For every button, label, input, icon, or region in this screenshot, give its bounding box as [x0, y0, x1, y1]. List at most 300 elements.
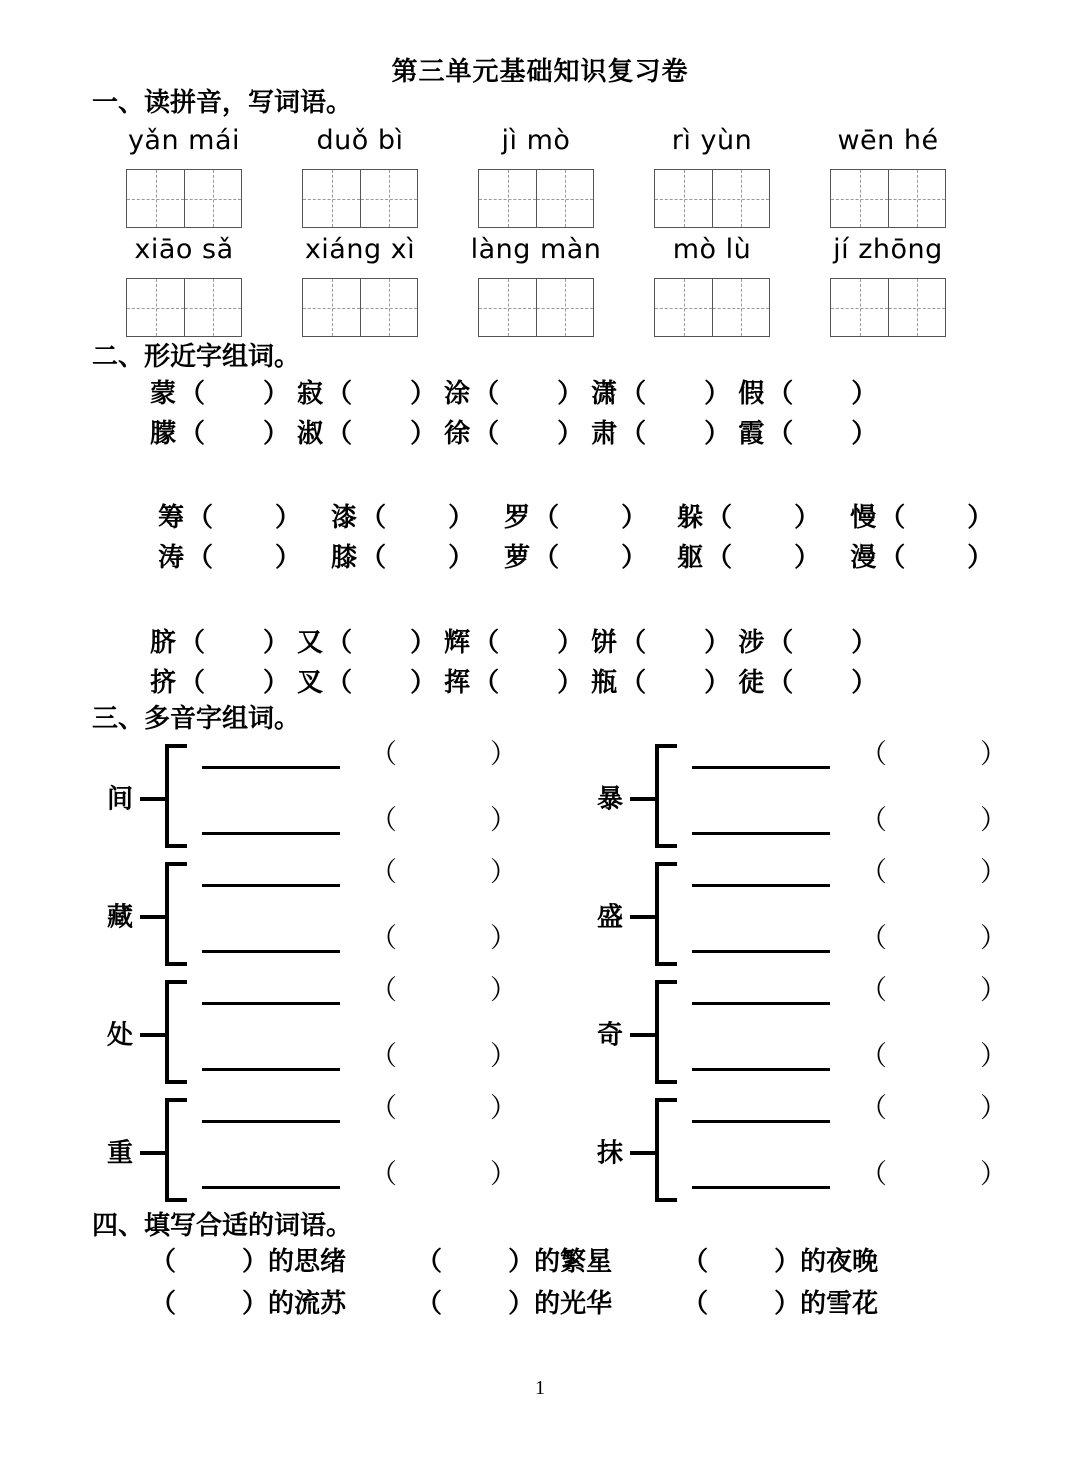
character-answer-pair	[444, 663, 583, 703]
tianzige-wrap	[96, 278, 272, 337]
tianzige-wrap	[272, 169, 448, 228]
paren-open: （	[416, 1288, 443, 1319]
polyphone-character: 奇	[597, 1020, 624, 1051]
prompt-character: 膝	[331, 543, 359, 574]
answer-blank[interactable]	[559, 538, 621, 578]
answer-blank[interactable]	[442, 1242, 508, 1284]
paren-open: （	[682, 1247, 709, 1278]
answer-blank[interactable]	[176, 1284, 242, 1326]
tianzige-wrap	[800, 169, 976, 228]
pinyin-write-line[interactable]	[692, 832, 830, 835]
paren-open: （	[187, 503, 214, 534]
pinyin-write-line[interactable]	[692, 1002, 830, 1005]
fill-word-item	[682, 1242, 878, 1284]
character-answer-pair	[444, 623, 583, 663]
column-gap	[612, 1284, 682, 1326]
paren-close: ）	[242, 1288, 269, 1319]
answer-blank[interactable]	[205, 623, 263, 663]
pinyin-write-line[interactable]	[202, 1120, 340, 1123]
prompt-character: 萝	[504, 543, 532, 574]
fill-word-noun: 的繁星	[534, 1247, 613, 1278]
answer-blank[interactable]	[905, 498, 967, 538]
column-gap	[730, 623, 738, 663]
pinyin-label: jì mò	[501, 125, 571, 157]
pinyin-row	[96, 232, 976, 272]
pinyin-write-line[interactable]	[202, 1002, 340, 1005]
tianzige-row	[96, 169, 976, 228]
paren-close: ）	[410, 418, 437, 449]
tianzige-cell[interactable]	[888, 279, 945, 336]
column-gap	[346, 1284, 416, 1326]
pinyin-write-line[interactable]	[202, 832, 340, 835]
answer-blank[interactable]	[176, 1242, 242, 1284]
paren-open: （	[533, 543, 560, 574]
paren-close: ）	[704, 418, 731, 449]
paren-open: （	[370, 922, 397, 954]
tianzige-cell[interactable]	[303, 279, 360, 336]
paren-open: （	[533, 503, 560, 534]
paren-close: ）	[490, 974, 517, 1006]
paren-open: （	[179, 378, 206, 409]
answer-blank[interactable]	[793, 663, 851, 703]
pinyin-label-wrap	[800, 232, 976, 272]
answer-blank[interactable]	[205, 374, 263, 414]
answer-blank[interactable]	[499, 663, 557, 703]
tianzige-cell[interactable]	[184, 170, 241, 227]
pinyin-write-line[interactable]	[202, 766, 340, 769]
paren-open: （	[473, 668, 500, 699]
page-title: 第三单元基础知识复习卷	[391, 57, 689, 87]
tianzige-answer-box[interactable]	[478, 278, 594, 337]
tianzige-cell[interactable]	[360, 170, 417, 227]
answer-blank[interactable]	[646, 414, 704, 454]
paren-open: （	[150, 1247, 177, 1278]
character-answer-pair	[504, 498, 647, 538]
tianzige-wrap	[96, 169, 272, 228]
polyphone-row	[52, 974, 1032, 1092]
pinyin-label: xiáng xì	[304, 234, 416, 266]
tianzige-answer-box[interactable]	[654, 169, 770, 228]
polyphone-entry	[542, 856, 1032, 974]
pinyin-write-line[interactable]	[692, 884, 830, 887]
fill-word-noun: 的流苏	[268, 1288, 347, 1319]
pinyin-write-line[interactable]	[202, 884, 340, 887]
character-answer-pair	[591, 374, 730, 414]
pinyin-label: wēn hé	[837, 125, 939, 157]
tianzige-cell[interactable]	[127, 170, 184, 227]
paren-close: ）	[557, 627, 584, 658]
pinyin-label-wrap	[624, 232, 800, 272]
tianzige-cell[interactable]	[712, 170, 769, 227]
section-similar-characters	[0, 341, 1080, 703]
tianzige-cell[interactable]	[479, 279, 536, 336]
paren-close: ）	[263, 418, 290, 449]
column-gap	[301, 538, 331, 578]
character-answer-pair	[150, 374, 289, 414]
paren-close: ）	[851, 668, 878, 699]
column-gap	[436, 374, 444, 414]
paren-open: （	[326, 668, 353, 699]
pinyin-label-wrap	[800, 123, 976, 163]
similar-characters-block	[0, 374, 1080, 704]
tianzige-answer-box[interactable]	[830, 169, 946, 228]
section-2-heading: 二、形近字组词。	[92, 342, 301, 373]
section-polyphone-words	[0, 703, 1080, 1210]
paren-close: ）	[980, 804, 1007, 836]
similar-character-group	[150, 623, 1080, 704]
character-answer-pair	[677, 538, 820, 578]
column-gap	[436, 623, 444, 663]
tianzige-cell[interactable]	[184, 279, 241, 336]
pinyin-row	[96, 123, 976, 163]
column-gap	[583, 623, 591, 663]
prompt-character: 筹	[158, 503, 186, 534]
paren-close: ）	[490, 1092, 517, 1124]
column-gap	[647, 538, 677, 578]
paren-open: （	[187, 543, 214, 574]
answer-blank[interactable]	[793, 414, 851, 454]
tianzige-row	[96, 278, 976, 337]
prompt-character: 假	[738, 378, 766, 409]
tianzige-wrap	[448, 278, 624, 337]
polyphone-entry	[542, 738, 1032, 856]
column-gap	[730, 374, 738, 414]
paren-open: （	[767, 378, 794, 409]
paren-open: （	[326, 378, 353, 409]
prompt-character: 淑	[297, 418, 325, 449]
fill-word-line	[150, 1284, 1080, 1326]
prompt-character: 蒙	[150, 378, 178, 409]
column-gap	[730, 414, 738, 454]
tianzige-answer-box[interactable]	[302, 278, 418, 337]
tianzige-cell[interactable]	[479, 170, 536, 227]
character-answer-pair	[738, 414, 877, 454]
paren-close: ）	[704, 378, 731, 409]
tianzige-answer-box[interactable]	[302, 169, 418, 228]
bracket-icon	[655, 744, 677, 848]
fill-word-line	[150, 1242, 1080, 1284]
tianzige-cell[interactable]	[888, 170, 945, 227]
paren-open: （	[620, 627, 647, 658]
answer-blank[interactable]	[213, 498, 275, 538]
paren-open: （	[150, 1288, 177, 1319]
answer-blank[interactable]	[499, 623, 557, 663]
character-answer-pair	[331, 538, 474, 578]
column-gap	[820, 538, 850, 578]
paren-close: ）	[490, 922, 517, 954]
paren-open: （	[370, 1092, 397, 1124]
answer-blank[interactable]	[205, 663, 263, 703]
column-gap	[583, 414, 591, 454]
pinyin-label-wrap	[624, 123, 800, 163]
polyphone-character: 重	[107, 1138, 134, 1169]
polyphone-character: 间	[107, 784, 134, 815]
paren-open: （	[620, 378, 647, 409]
paren-open: （	[473, 627, 500, 658]
prompt-character: 漫	[850, 543, 878, 574]
answer-blank[interactable]	[905, 538, 967, 578]
character-answer-pair	[297, 414, 436, 454]
column-gap	[436, 663, 444, 703]
paren-open: （	[416, 1247, 443, 1278]
answer-blank[interactable]	[442, 1284, 508, 1326]
bracket-stem	[140, 915, 167, 919]
answer-blank[interactable]	[708, 1284, 774, 1326]
answer-blank[interactable]	[559, 498, 621, 538]
paren-close: ）	[557, 418, 584, 449]
section-1-heading: 一、读拼音，写词语。	[92, 87, 353, 118]
pinyin-grid-block	[0, 123, 1080, 337]
paren-open: （	[473, 378, 500, 409]
paren-open: （	[360, 503, 387, 534]
character-answer-pair	[738, 374, 877, 414]
paren-open: （	[682, 1288, 709, 1319]
column-gap	[289, 374, 297, 414]
tianzige-answer-box[interactable]	[654, 278, 770, 337]
fill-word-noun: 的思绪	[268, 1247, 347, 1278]
pinyin-label-wrap	[448, 232, 624, 272]
prompt-character: 辉	[444, 627, 472, 658]
paren-close: ）	[794, 503, 821, 534]
tianzige-cell[interactable]	[831, 170, 888, 227]
answer-blank[interactable]	[352, 414, 410, 454]
character-answer-pair	[150, 623, 289, 663]
paren-close: ）	[490, 1158, 517, 1190]
section-fill-words	[0, 1210, 1080, 1326]
tianzige-answer-box[interactable]	[126, 278, 242, 337]
tianzige-cell[interactable]	[655, 170, 712, 227]
similar-character-line	[158, 498, 1080, 538]
pinyin-write-line[interactable]	[692, 1120, 830, 1123]
prompt-character: 罗	[504, 503, 532, 534]
pinyin-write-line[interactable]	[202, 950, 340, 953]
tianzige-answer-box[interactable]	[830, 278, 946, 337]
answer-blank[interactable]	[499, 374, 557, 414]
bracket-stem	[140, 797, 167, 801]
prompt-character: 潇	[591, 378, 619, 409]
polyphone-character: 抹	[597, 1138, 624, 1169]
character-answer-pair	[738, 623, 877, 663]
column-gap	[346, 1242, 416, 1284]
answer-blank[interactable]	[646, 374, 704, 414]
paren-close: ）	[448, 503, 475, 534]
column-gap	[612, 1242, 682, 1284]
column-gap	[289, 414, 297, 454]
paren-close: ）	[410, 378, 437, 409]
tianzige-cell[interactable]	[127, 279, 184, 336]
page-number: 1	[535, 1377, 545, 1399]
answer-blank[interactable]	[352, 663, 410, 703]
fill-word-item	[682, 1284, 878, 1326]
bracket-icon	[165, 1098, 187, 1202]
polyphone-entry	[542, 1092, 1032, 1210]
answer-blank[interactable]	[213, 538, 275, 578]
pinyin-label: xiāo sǎ	[134, 234, 234, 266]
polyphone-block	[0, 738, 1080, 1210]
prompt-character: 饼	[591, 627, 619, 658]
prompt-character: 又	[297, 627, 325, 658]
bracket-stem	[140, 1151, 167, 1155]
paren-close: ）	[263, 668, 290, 699]
answer-blank[interactable]	[386, 498, 448, 538]
tianzige-cell[interactable]	[655, 279, 712, 336]
character-answer-pair	[850, 498, 993, 538]
paren-close: ）	[851, 627, 878, 658]
answer-blank[interactable]	[793, 623, 851, 663]
polyphone-character: 藏	[107, 902, 134, 933]
prompt-character: 叉	[297, 668, 325, 699]
prompt-character: 徐	[444, 418, 472, 449]
paren-close: ）	[242, 1247, 269, 1278]
character-answer-pair	[158, 538, 301, 578]
answer-blank[interactable]	[646, 663, 704, 703]
paren-open: （	[767, 627, 794, 658]
prompt-character: 瓶	[591, 668, 619, 699]
prompt-character: 霞	[738, 418, 766, 449]
paren-close: ）	[263, 378, 290, 409]
prompt-character: 漆	[331, 503, 359, 534]
bracket-icon	[165, 980, 187, 1084]
prompt-character: 脐	[150, 627, 178, 658]
pinyin-write-line[interactable]	[692, 1068, 830, 1071]
bracket-icon	[655, 1098, 677, 1202]
answer-blank[interactable]	[793, 374, 851, 414]
answer-blank[interactable]	[732, 498, 794, 538]
pinyin-label: duǒ bì	[316, 125, 404, 157]
polyphone-character: 盛	[597, 902, 624, 933]
similar-character-line	[150, 663, 1080, 703]
prompt-character: 徒	[738, 668, 766, 699]
paren-close: ）	[774, 1288, 801, 1319]
tianzige-wrap	[272, 278, 448, 337]
paren-close: ）	[980, 738, 1007, 770]
column-gap	[474, 538, 504, 578]
character-answer-pair	[150, 663, 289, 703]
paren-open: （	[179, 668, 206, 699]
column-gap	[289, 663, 297, 703]
paren-open: （	[370, 856, 397, 888]
paren-close: ）	[774, 1247, 801, 1278]
tianzige-cell[interactable]	[303, 170, 360, 227]
character-answer-pair	[504, 538, 647, 578]
paren-close: ）	[980, 1092, 1007, 1124]
pinyin-label-wrap	[96, 232, 272, 272]
paren-close: ）	[490, 804, 517, 836]
bracket-stem	[140, 1033, 167, 1037]
tianzige-answer-box[interactable]	[478, 169, 594, 228]
paren-open: （	[860, 922, 887, 954]
prompt-character: 挥	[444, 668, 472, 699]
tianzige-cell[interactable]	[360, 279, 417, 336]
column-gap	[647, 498, 677, 538]
paren-open: （	[370, 804, 397, 836]
column-gap	[436, 414, 444, 454]
answer-blank[interactable]	[386, 538, 448, 578]
polyphone-row	[52, 738, 1032, 856]
paren-open: （	[473, 418, 500, 449]
pinyin-label-wrap	[96, 123, 272, 163]
prompt-character: 涂	[444, 378, 472, 409]
pinyin-write-line[interactable]	[692, 1186, 830, 1189]
answer-blank[interactable]	[708, 1242, 774, 1284]
character-answer-pair	[297, 623, 436, 663]
paren-close: ）	[448, 543, 475, 574]
section-pinyin-write	[0, 87, 1080, 338]
paren-close: ）	[557, 378, 584, 409]
bracket-stem	[630, 915, 657, 919]
tianzige-cell[interactable]	[831, 279, 888, 336]
pinyin-write-line[interactable]	[202, 1186, 340, 1189]
paren-close: ）	[967, 503, 994, 534]
paren-open: （	[706, 543, 733, 574]
paren-close: ）	[490, 738, 517, 770]
paren-close: ）	[410, 627, 437, 658]
bracket-stem	[630, 1151, 657, 1155]
pinyin-write-line[interactable]	[692, 950, 830, 953]
paren-open: （	[706, 503, 733, 534]
paren-close: ）	[980, 1040, 1007, 1072]
similar-character-group	[158, 498, 1080, 579]
column-gap	[289, 623, 297, 663]
paren-close: ）	[508, 1288, 535, 1319]
answer-blank[interactable]	[646, 623, 704, 663]
answer-blank[interactable]	[205, 414, 263, 454]
tianzige-cell[interactable]	[712, 279, 769, 336]
paren-close: ）	[704, 668, 731, 699]
polyphone-character: 暴	[597, 784, 624, 815]
fill-word-item	[150, 1242, 346, 1284]
column-gap	[583, 374, 591, 414]
paren-close: ）	[275, 543, 302, 574]
fill-words-block	[150, 1242, 1080, 1325]
tianzige-wrap	[624, 278, 800, 337]
prompt-character: 朦	[150, 418, 178, 449]
character-answer-pair	[591, 663, 730, 703]
polyphone-entry	[542, 974, 1032, 1092]
column-gap	[583, 663, 591, 703]
column-gap	[301, 498, 331, 538]
paren-open: （	[620, 668, 647, 699]
similar-character-line	[158, 538, 1080, 578]
tianzige-cell[interactable]	[536, 170, 593, 227]
paren-open: （	[860, 1040, 887, 1072]
prompt-character: 涛	[158, 543, 186, 574]
answer-blank[interactable]	[352, 623, 410, 663]
pinyin-write-line[interactable]	[202, 1068, 340, 1071]
bracket-icon	[655, 980, 677, 1084]
prompt-character: 慢	[850, 503, 878, 534]
paren-open: （	[860, 804, 887, 836]
paren-open: （	[860, 738, 887, 770]
character-answer-pair	[850, 538, 993, 578]
paren-open: （	[179, 627, 206, 658]
paren-open: （	[860, 1158, 887, 1190]
answer-blank[interactable]	[499, 414, 557, 454]
paren-open: （	[179, 418, 206, 449]
paren-open: （	[370, 1158, 397, 1190]
tianzige-cell[interactable]	[536, 279, 593, 336]
tianzige-answer-box[interactable]	[126, 169, 242, 228]
answer-blank[interactable]	[732, 538, 794, 578]
paren-close: ）	[490, 1040, 517, 1072]
character-answer-pair	[677, 498, 820, 538]
pinyin-write-line[interactable]	[692, 766, 830, 769]
paren-open: （	[326, 418, 353, 449]
polyphone-entry	[52, 974, 542, 1092]
answer-blank[interactable]	[352, 374, 410, 414]
paren-open: （	[879, 503, 906, 534]
column-gap	[820, 498, 850, 538]
